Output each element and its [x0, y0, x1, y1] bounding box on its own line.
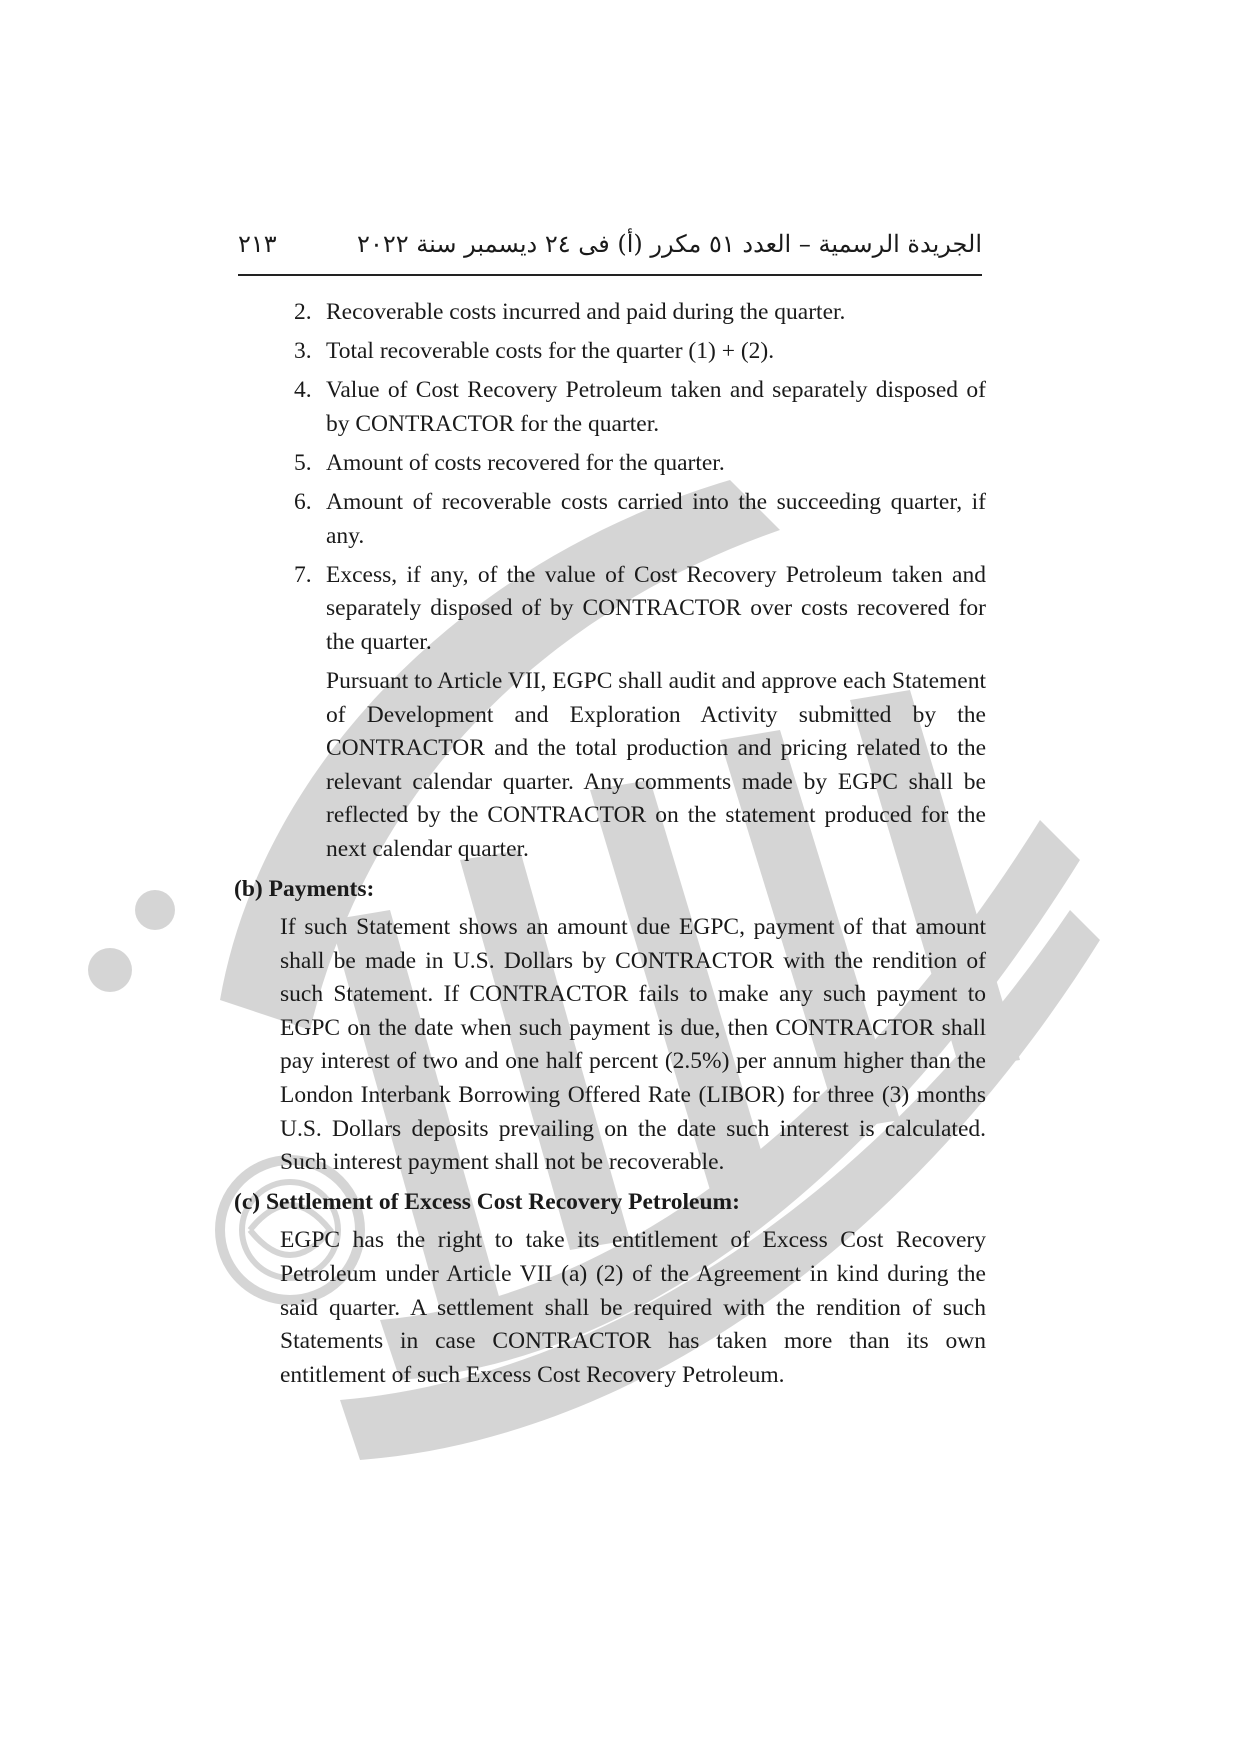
list-item: [234, 447, 986, 481]
item-text: Excess, if any, of the value of Cost Recovery Petroleum taken and separately disposed of by CONTRACTOR over costs recovered for the quarter.: [326, 561, 986, 655]
item-number: 7.: [294, 561, 312, 588]
list-item: [234, 559, 986, 660]
item-text: Recoverable costs incurred and paid during the quarter.: [326, 299, 846, 325]
section-b-body: If such Statement shows an amount due EGPC, payment of that amount shall be made in U.S. Dollars by CONTRACTOR with the rendition of such Statement. If CONTRACTOR fails to make any such payment to EGPC on the date when such payment is due, then CONTRACTOR shall pay interest of two and one half percent (2.5%) per annum higher than the London Interbank Borrowing Offered Rate (LIBOR) for three (3) months U.S. Dollars deposits prevailing on the date such interest is calculated. Such interest payment shall not be recoverable.: [280, 914, 986, 1176]
page-number: ٢١٣: [238, 230, 277, 258]
item-text: Amount of recoverable costs carried into the succeeding quarter, if any.: [326, 488, 986, 549]
item-text: Total recoverable costs for the quarter (1) + (2).: [326, 338, 775, 365]
list-item: [234, 374, 986, 441]
section-b-heading: (b) Payments:: [234, 875, 375, 902]
item-number: 3.: [294, 338, 312, 365]
item-number: 4.: [294, 377, 312, 404]
section-c-heading: (c) Settlement of Excess Cost Recovery Petroleum:: [234, 1188, 740, 1215]
pursuant-paragraph: Pursuant to Article VII, EGPC shall audit and approve each Statement of Development and Exploration Activity submitted by the CONTRACTOR and the total production and pricing related to the relevant calendar quarter. Any comments made by EGPC shall be reflected by the CONTRACTOR on the statement produced for the next calendar quarter.: [326, 667, 986, 862]
page-header: [238, 228, 982, 276]
gazette-title: الجريدة الرسمية – العدد ٥١ مكرر (أ) فى ٢٤ ديسمبر سنة ٢٠٢٢: [357, 230, 982, 258]
list-item: [234, 335, 986, 369]
section-c-body: EGPC has the right to take its entitlement of Excess Cost Recovery Petroleum under Article VII (a) (2) of the Agreement in kind during the said quarter. A settlement shall be required with the rendition of such Statements in case CONTRACTOR has taken more than its own entitlement of such Excess Cost Recovery Petroleum.: [280, 1227, 986, 1388]
item-text: Value of Cost Recovery Petroleum taken and separately disposed of by CONTRACTOR for the quarter.: [326, 377, 986, 437]
item-number: 6.: [294, 488, 312, 515]
statement-items-list: [234, 296, 986, 659]
item-number: 2.: [294, 299, 312, 325]
document-body: [234, 296, 986, 1398]
list-item: [234, 486, 986, 553]
item-number: 5.: [294, 449, 312, 476]
item-text: Amount of costs recovered for the quarter.: [326, 449, 725, 476]
list-item: [234, 296, 986, 330]
